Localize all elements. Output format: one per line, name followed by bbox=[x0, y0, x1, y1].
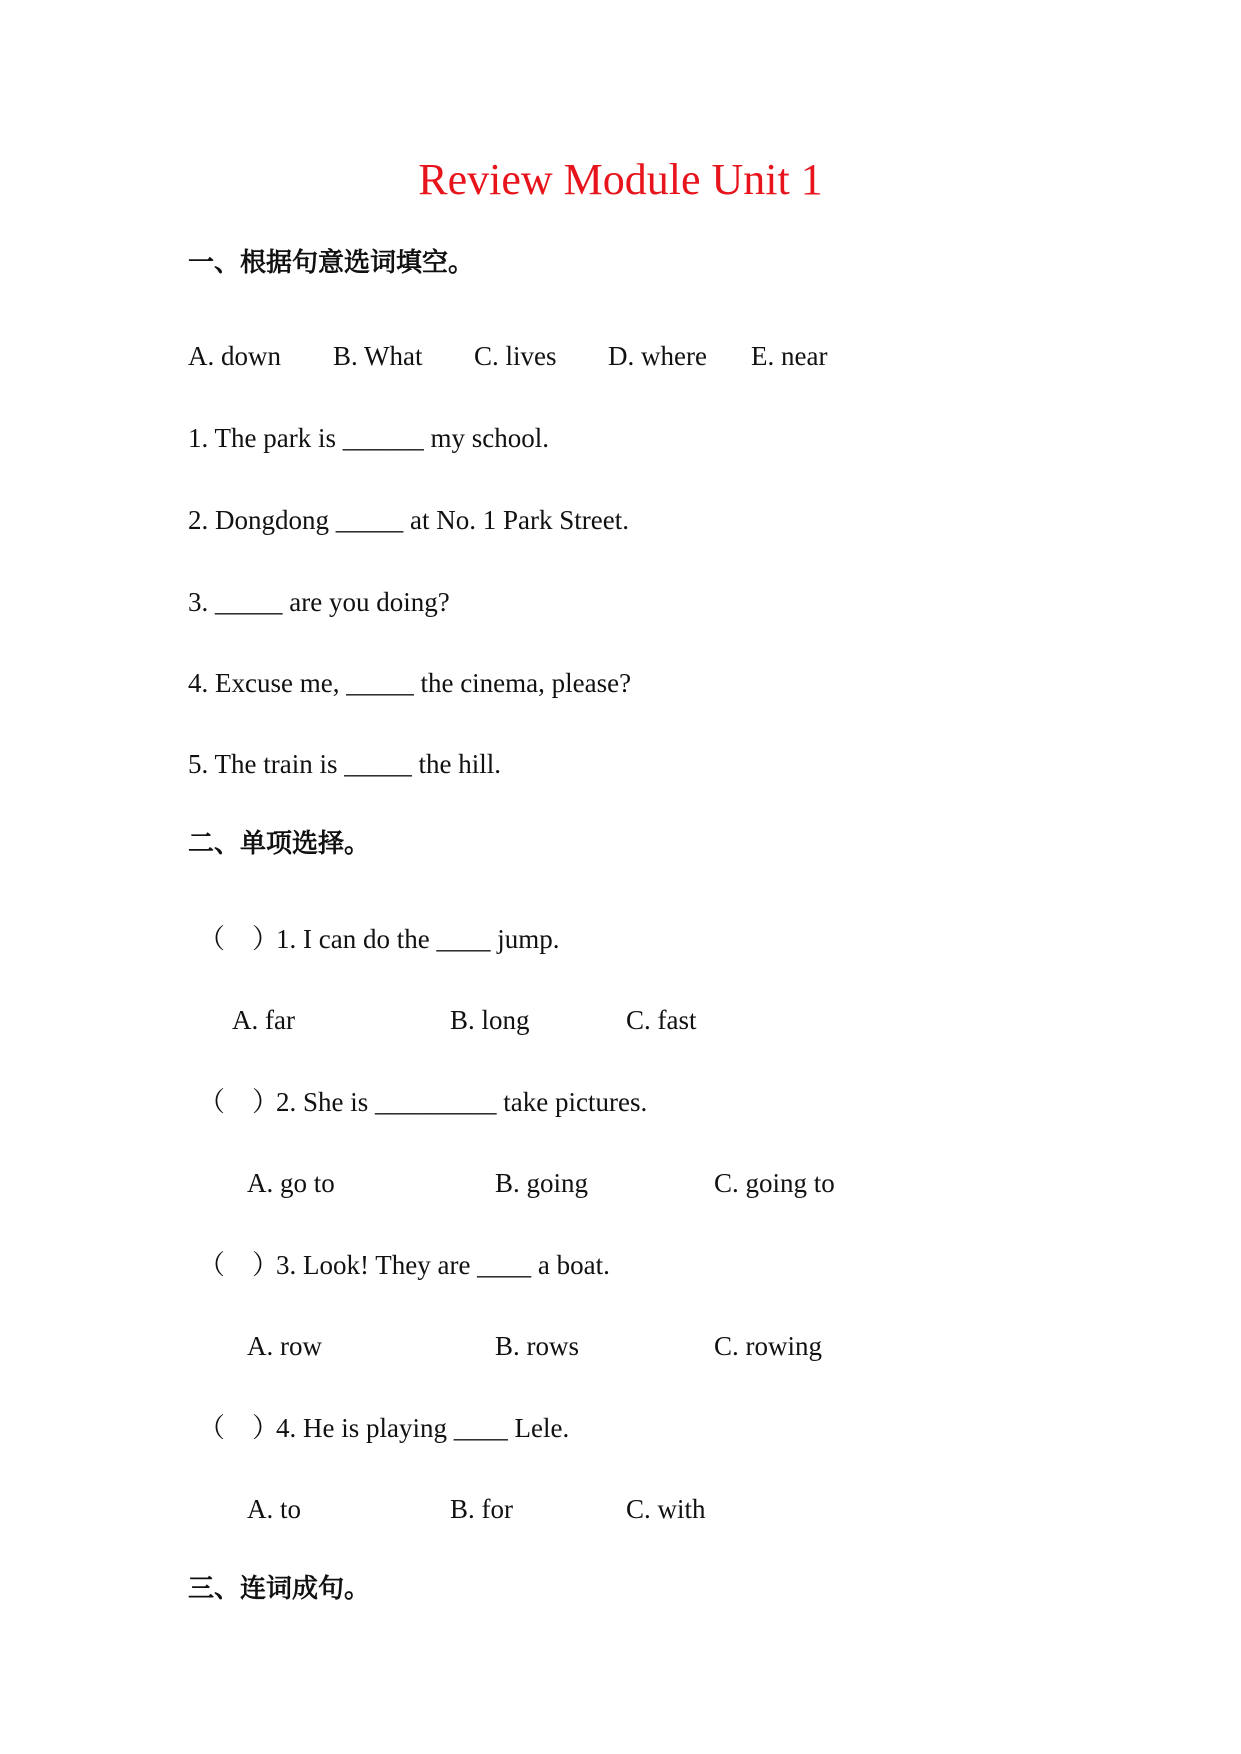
mc-option-c: C. rowing bbox=[714, 1331, 822, 1361]
word-option-b: B. What bbox=[333, 341, 423, 371]
word-option-e: E. near bbox=[751, 341, 828, 371]
mc-option-b: B. long bbox=[450, 1005, 530, 1035]
mc-option-b: B. for bbox=[450, 1494, 513, 1524]
answer-bracket: （ ） bbox=[198, 1087, 279, 1117]
mc-option-c: C. with bbox=[626, 1494, 706, 1524]
mc-question-text: 4. He is playing ____ Lele. bbox=[276, 1413, 570, 1443]
answer-bracket: （ ） bbox=[198, 924, 279, 954]
page-title: Review Module Unit 1 bbox=[418, 155, 823, 204]
mc-option-a: A. to bbox=[247, 1494, 301, 1524]
section1-heading: 一、根据句意选词填空。 bbox=[188, 248, 475, 278]
fill-question-3: 3. _____ are you doing? bbox=[188, 587, 450, 617]
mc-option-a: A. row bbox=[247, 1331, 322, 1361]
fill-question-5: 5. The train is _____ the hill. bbox=[188, 749, 501, 779]
mc-option-a: A. far bbox=[232, 1005, 295, 1035]
answer-bracket: （ ） bbox=[198, 1250, 279, 1280]
fill-question-2: 2. Dongdong _____ at No. 1 Park Street. bbox=[188, 505, 629, 535]
word-option-c: C. lives bbox=[474, 341, 557, 371]
fill-question-1: 1. The park is ______ my school. bbox=[188, 423, 549, 453]
mc-question-text: 3. Look! They are ____ a boat. bbox=[276, 1250, 610, 1280]
mc-question-text: 2. She is _________ take pictures. bbox=[276, 1087, 648, 1117]
section2-heading: 二、单项选择。 bbox=[188, 829, 371, 859]
word-option-d: D. where bbox=[608, 341, 707, 371]
mc-question-text: 1. I can do the ____ jump. bbox=[276, 924, 560, 954]
fill-question-4: 4. Excuse me, _____ the cinema, please? bbox=[188, 668, 632, 698]
word-option-a: A. down bbox=[188, 341, 281, 371]
section3-heading: 三、连词成句。 bbox=[188, 1574, 371, 1604]
answer-bracket: （ ） bbox=[198, 1413, 279, 1443]
mc-option-a: A. go to bbox=[247, 1168, 335, 1198]
mc-option-b: B. going bbox=[495, 1168, 589, 1198]
mc-option-b: B. rows bbox=[495, 1331, 580, 1361]
mc-option-c: C. going to bbox=[714, 1168, 835, 1198]
mc-option-c: C. fast bbox=[626, 1005, 697, 1035]
